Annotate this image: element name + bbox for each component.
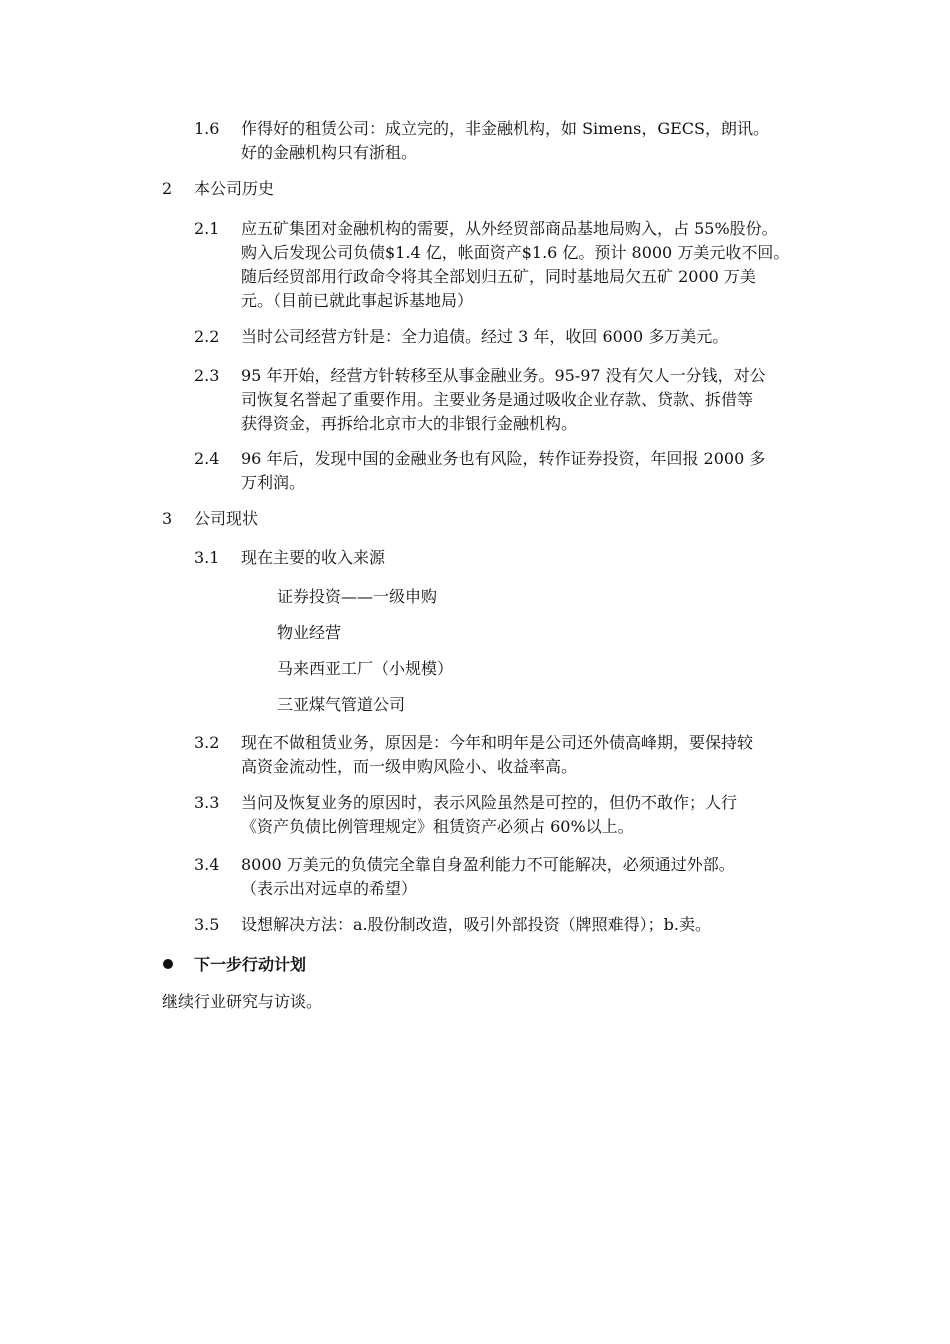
income-source-item: 三亚煤气管道公司 xyxy=(277,695,406,714)
section-number: 2.1 xyxy=(194,219,220,238)
text-line: 购入后发现公司负债$1.4 亿，帐面资产$1.6 亿。预计 8000 万美元收不回。 xyxy=(241,243,790,262)
text-line: 元。（目前已就此事起诉基地局） xyxy=(241,291,474,310)
next-steps-heading: 下一步行动计划 xyxy=(194,955,307,974)
section-2-4-text xyxy=(241,447,871,495)
section-1-6-text xyxy=(241,117,871,165)
text-line: 现在不做租赁业务，原因是：今年和明年是公司还外债高峰期，要保持较 xyxy=(241,733,754,752)
section-2-title: 本公司历史 xyxy=(194,179,275,198)
section-number: 2.2 xyxy=(194,327,220,346)
section-2-2-text xyxy=(241,325,871,349)
section-number: 1.6 xyxy=(194,119,220,138)
income-source-item: 证券投资——一级申购 xyxy=(277,587,438,606)
section-number: 3.2 xyxy=(194,733,220,752)
text-line: 司恢复名誉起了重要作用。主要业务是通过吸收企业存款、贷款、拆借等 xyxy=(241,390,754,409)
text-line: 高资金流动性，而一级申购风险小、收益率高。 xyxy=(241,757,578,776)
text-line: 应五矿集团对金融机构的需要，从外经贸部商品基地局购入，占 55%股份。 xyxy=(241,219,778,238)
text-line: 万利润。 xyxy=(241,473,306,492)
text-line: 当时公司经营方针是：全力追债。经过 3 年，收回 6000 多万美元。 xyxy=(241,327,729,346)
income-source-item: 马来西亚工厂（小规模） xyxy=(277,659,454,678)
text-line: 95 年开始，经营方针转移至从事金融业务。95-97 没有欠人一分钱，对公 xyxy=(241,366,766,385)
section-3-4-text xyxy=(241,853,871,901)
section-3-3-text xyxy=(241,791,871,839)
section-number: 3.1 xyxy=(194,548,220,567)
text-line: （表示出对远卓的希望） xyxy=(241,879,418,898)
text-line: 8000 万美元的负债完全靠自身盈利能力不可能解决，必须通过外部。 xyxy=(241,855,735,874)
section-3-2-text xyxy=(241,731,871,779)
section-number: 2.3 xyxy=(194,366,220,385)
text-line: 当问及恢复业务的原因时，表示风险虽然是可控的，但仍不敢作；人行 xyxy=(241,793,738,812)
section-number: 3.5 xyxy=(194,915,220,934)
section-2-3-text xyxy=(241,364,871,436)
text-line: 随后经贸部用行政命令将其全部划归五矿，同时基地局欠五矿 2000 万美 xyxy=(241,267,756,286)
text-line: 《资产负债比例管理规定》租赁资产必须占 60%以上。 xyxy=(241,817,634,836)
section-number: 3.3 xyxy=(194,793,220,812)
section-number: 2 xyxy=(162,179,173,198)
text-line: 作得好的租赁公司：成立完的，非金融机构，如 Simens，GECS，朗讯。 xyxy=(241,119,769,138)
bullet-icon xyxy=(163,959,173,969)
section-2-1-text xyxy=(241,217,871,313)
section-3-1-text: 现在主要的收入来源 xyxy=(241,548,386,567)
section-3-title: 公司现状 xyxy=(194,509,259,528)
text-line: 96 年后，发现中国的金融业务也有风险，转作证券投资，年回报 2000 多 xyxy=(241,449,766,468)
section-number: 2.4 xyxy=(194,449,220,468)
section-3-5-text xyxy=(241,913,871,937)
next-steps-body: 继续行业研究与访谈。 xyxy=(162,992,323,1011)
section-number: 3 xyxy=(162,509,173,528)
text-line: 设想解决方法：a.股份制改造，吸引外部投资（牌照难得）；b.卖。 xyxy=(241,915,711,934)
income-source-item: 物业经营 xyxy=(277,623,342,642)
section-number: 3.4 xyxy=(194,855,220,874)
text-line: 获得资金，再拆给北京市大的非银行金融机构。 xyxy=(241,414,578,433)
text-line: 好的金融机构只有浙租。 xyxy=(241,143,418,162)
